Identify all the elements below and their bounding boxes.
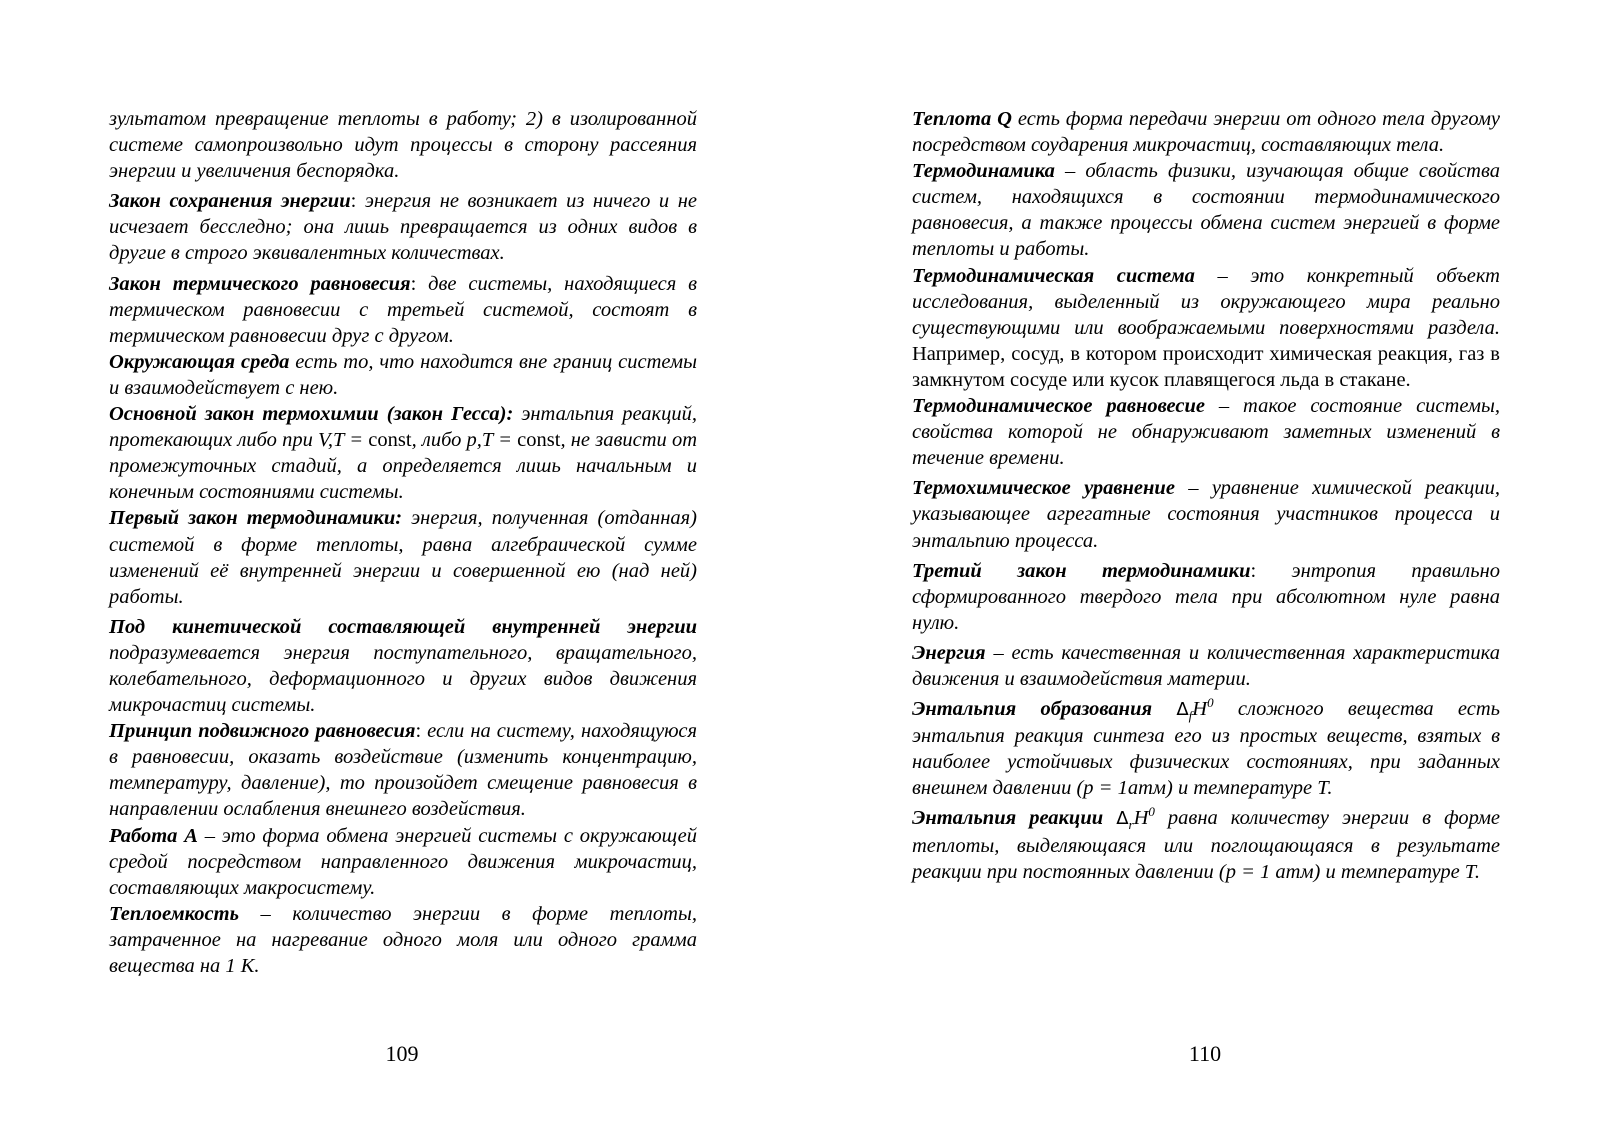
glossary-term: Под кинетической составляющей внутренней энергии bbox=[109, 615, 697, 638]
glossary-term: Принцип подвижного равновесия bbox=[109, 720, 416, 743]
glossary-definition: сложного вещества есть энтальпия реакция синтеза его из простых веществ, взятых в наиболее устойчивых физических состояниях, при заданных внешнем давлении (р = 1атм) и температуре Т. bbox=[912, 698, 1500, 800]
glossary-entry: Принцип подвижного равновесия: если на систему, находящуюся в равновесии, оказать воздействие (изменить концентрацию, температуру, давление), то произойдет смещение равновесия в направлении ослабления внешнего воздействия. bbox=[109, 720, 697, 821]
glossary-definition: – такое состояние системы, свойства которой не обнаруживают заметных изменений в течение времени. bbox=[912, 395, 1500, 470]
glossary-entry bbox=[912, 263, 1500, 393]
glossary-entry bbox=[109, 823, 697, 901]
glossary-definition: – область физики, изучающая общие свойства систем, находящихся в состоянии термодинамического равновесия, а также процессы обмена систем энергией в форме теплоты и работы. bbox=[912, 160, 1500, 261]
glossary-definition: – есть качественная и количественная характеристика движения и взаимодействия материи. bbox=[912, 641, 1500, 690]
right-page-text bbox=[912, 106, 1500, 889]
glossary-entry bbox=[912, 158, 1500, 262]
glossary-term: Энтальпия образования bbox=[912, 698, 1153, 721]
glossary-entry bbox=[109, 505, 697, 609]
glossary-term: Термодинамическое равновесие bbox=[912, 395, 1205, 418]
glossary-entry bbox=[912, 475, 1500, 553]
glossary-entry bbox=[912, 106, 1500, 158]
glossary-entry bbox=[109, 614, 697, 718]
glossary-definition: равна количеству энергии в форме теплоты, выделяющаяся или поглощающаяся в результате реакции при постоянных давлении (р = 1 атм) и температуре Т. bbox=[912, 807, 1501, 883]
glossary-term: Энтальпия реакции bbox=[912, 807, 1104, 830]
glossary-definition: – это конкретный объект исследования, выделенный из окружающего мира реально существующими или воображаемыми поверхностями раздела. bbox=[912, 264, 1500, 339]
glossary-term: Энергия bbox=[912, 641, 986, 664]
glossary-definition: есть форма передачи энергии от одного тела другому посредством соударения микрочастиц, составляющих тела. bbox=[912, 108, 1500, 157]
page-number-left: 109 bbox=[385, 1041, 419, 1066]
glossary-definition: если на систему, находящуюся в равновесии, оказать воздействие (изменить концентрацию, температуру, давление), то произойдет смещение равновесия в направлении ослабления внешнего воздействия. bbox=[109, 720, 697, 821]
glossary-definition: энергия, полученная (отданная) системой в форме теплоты, равна алгебраической сумме изменений её внутренней энергии и совершенной ею (над ней) работы. bbox=[109, 507, 697, 608]
delta-symbol: Δ bbox=[1116, 808, 1129, 830]
glossary-term: Теплоемкость bbox=[109, 902, 239, 925]
glossary-entry: Третий закон термодинамики: энтропия правильно сформированного твердого тела при абсолютном нуле равна нулю. bbox=[912, 559, 1500, 634]
glossary-definition: энтропия правильно сформированного твердого тела при абсолютном нуле равна нулю. bbox=[912, 559, 1500, 634]
glossary-definition: – уравнение химической реакции, указывающее агрегатные состояния участников процесса и энтальпию процесса. bbox=[912, 477, 1500, 552]
glossary-term: Термодинамическая система bbox=[912, 264, 1195, 287]
glossary-entry: Закон сохранения энергии: энергия не возникает из ничего и не исчезает бесследно; она лишь превращается из одних видов в другие в строго эквивалентных количествах. bbox=[109, 190, 697, 265]
glossary-term: Основной закон термохимии (закон Гесса): bbox=[109, 403, 514, 426]
glossary-entry: Закон термического равновесия: две системы, находящиеся в термическом равновесии с третьей системой, состоят в термическом равновесии друг с другом. bbox=[109, 272, 697, 347]
glossary-entry bbox=[912, 640, 1500, 692]
glossary-term: Закон сохранения энергии bbox=[109, 190, 351, 213]
glossary-entry bbox=[109, 901, 697, 979]
glossary-entry: Энтальпия реакции $\Delta_rH^0$ равна количеству энергии в форме теплоты, выделяющаяся или поглощающаяся в результате реакции при постоянных давлении (р = 1 атм) и температуре Т. bbox=[912, 804, 1501, 883]
glossary-definition: есть то, что находится вне границ системы и взаимодействует с нею. bbox=[109, 350, 697, 399]
left-page-text bbox=[109, 106, 697, 979]
glossary-term: Работа А bbox=[109, 824, 198, 847]
glossary-term: Термохимическое уравнение bbox=[912, 477, 1175, 500]
glossary-example: Например, сосуд, в котором происходит химическая реакция, газ в замкнутом сосуде или кусок плавящегося льда в стакане. bbox=[912, 342, 1500, 391]
glossary-term: Термодинамика bbox=[912, 160, 1055, 183]
glossary-entry: Основной закон термохимии (закон Гесса): энтальпия реакций, протекающих либо при V,T = const, либо p,T = const, не зависти от промежуточных стадий, а определяется лишь начальным и конечным состояниями системы. bbox=[109, 403, 698, 504]
glossary-entry: Энтальпия образования $\Delta_fH^0$ сложного вещества есть энтальпия реакция синтеза его из простых веществ, взятых в наиболее устойчивых физических состояниях, при заданных внешнем давлении (р = 1атм) и температуре Т. bbox=[912, 695, 1500, 800]
glossary-term: Закон термического равновесия bbox=[109, 272, 411, 295]
glossary-term: Окружающая среда bbox=[109, 350, 290, 373]
glossary-entry bbox=[109, 349, 697, 401]
glossary-definition: – количество энергии в форме теплоты, затраченное на нагревание одного моля или одного грамма вещества на 1 К. bbox=[109, 902, 697, 977]
glossary-term: Первый закон термодинамики: bbox=[109, 507, 403, 530]
glossary-term: Теплота Q bbox=[912, 108, 1012, 130]
paragraph-continuation: зультатом превращение теплоты в работу; 2) в изолированной системе самопроизвольно идут процессы в сторону рассеяния энергии и увеличения беспорядка. bbox=[109, 108, 697, 183]
glossary-definition: – это форма обмена энергией системы с окружающей средой посредством направленного движения микрочастиц, составляющих макросистему. bbox=[109, 824, 697, 899]
glossary-definition: две системы, находящиеся в термическом равновесии с третьей системой, состоят в термическом равновесии друг с другом. bbox=[109, 272, 697, 347]
glossary-entry bbox=[912, 393, 1500, 471]
delta-symbol: Δ bbox=[1176, 699, 1189, 721]
glossary-definition: подразумевается энергия поступательного, вращательного, колебательного, деформационного и других видов движения микрочастиц системы. bbox=[109, 641, 697, 717]
page-number-right: 110 bbox=[1188, 1041, 1222, 1066]
glossary-definition: энергия не возникает из ничего и не исчезает бесследно; она лишь превращается из одних видов в другие в строго эквивалентных количествах. bbox=[109, 190, 697, 265]
glossary-term: Третий закон термодинамики bbox=[912, 559, 1251, 582]
